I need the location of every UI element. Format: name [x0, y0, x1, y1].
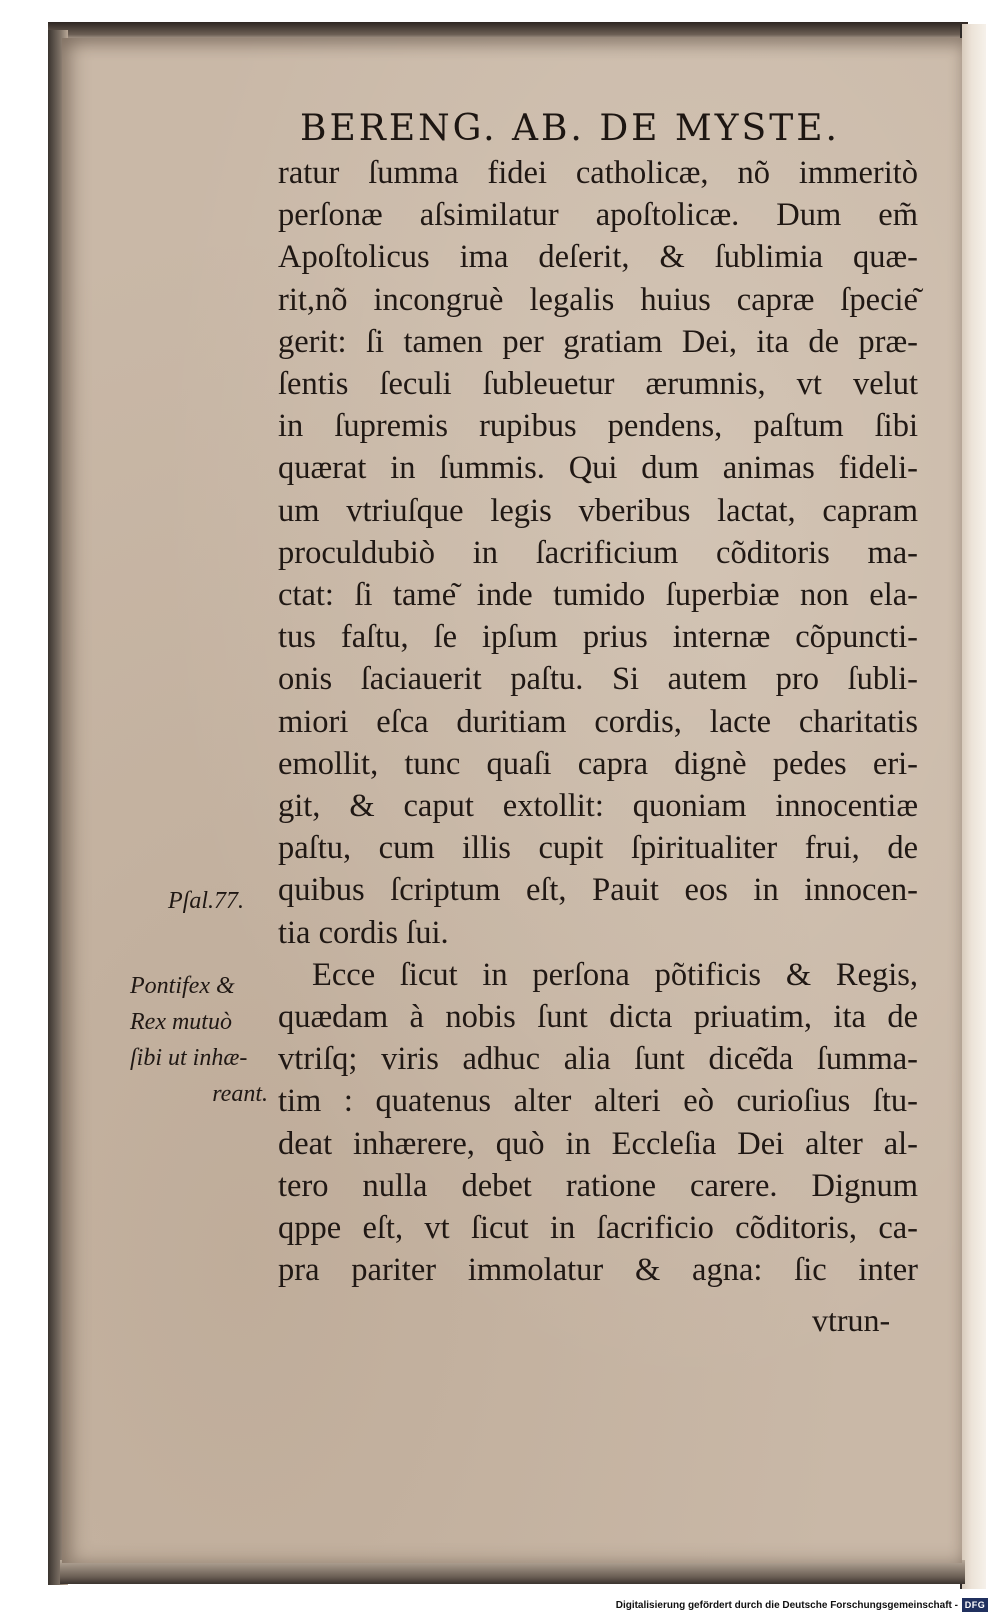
text-line: gerit: ſi tamen per gratiam Dei, ita de præ-	[278, 323, 918, 360]
text-line: proculdubiò in ſacrificium cõditoris ma-	[278, 534, 918, 571]
text-line: ctat: ſi tame͂ inde tumido ſuperbiæ non ela-	[278, 577, 918, 614]
text-line: Ecce ſicut in perſona põtificis & Regis,	[312, 956, 918, 993]
book-edge-right	[960, 24, 986, 1589]
body-text	[278, 152, 918, 1291]
text-line: vtriſq; viris adhuc alia ſunt dice͂da ſumma-	[278, 1041, 918, 1078]
text-line: pra pariter immolatur & agna: ſic inter	[278, 1252, 918, 1289]
text-line: ſentis ſeculi ſubleuetur ærumnis, vt velut	[278, 366, 918, 403]
text-line: perſonæ aſsimilatur apoſtolicæ. Dum em̃	[278, 197, 918, 234]
text-line: quibus ſcriptum eſt, Pauit eos in innocen-	[278, 872, 918, 909]
book-edge-bottom	[60, 1560, 965, 1584]
text-line: tia cordis ſui.	[278, 914, 449, 951]
text-line: tus faſtu, ſe ipſum prius internæ cõpuncti-	[278, 619, 918, 656]
text-line: deat inhærere, quò in Eccleſia Dei alter al-	[278, 1125, 918, 1162]
text-line: quædam à nobis ſunt dicta priuatim, ita de	[278, 999, 918, 1036]
margin-note-line: Pontifex &	[130, 973, 235, 999]
text-line: onis ſaciauerit paſtu. Si autem pro ſubli-	[278, 661, 918, 698]
text-line: tero nulla debet ratione carere. Dignum	[278, 1167, 918, 1204]
margin-note-line: Rex mutuò	[130, 1009, 232, 1035]
running-head: BERENG. AB. DE MYSTE.	[300, 108, 840, 149]
text-line: rit,nõ incongruè legalis huius capræ ſpecie͂	[278, 281, 918, 318]
text-line: quærat in ſummis. Qui dum animas fideli-	[278, 450, 918, 487]
text-line: git, & caput extollit: quoniam innocentiæ	[278, 788, 918, 825]
text-line: qppe eſt, vt ſicut in ſacrificio cõditoris, ca-	[278, 1210, 918, 1247]
text-line: tim : quatenus alter alteri eò curioſius ſtu-	[278, 1083, 918, 1120]
text-line: emollit, tunc quaſi capra dignè pedes eri-	[278, 745, 918, 782]
margin-note-psalm-reference: Pſal.77.	[168, 888, 244, 914]
text-line: miori eſca duritiam cordis, lacte charitatis	[278, 703, 918, 740]
text-line: ratur ſumma fidei catholicæ, nõ immeritò	[278, 155, 918, 191]
text-line: paſtu, cum illis cupit ſpiritualiter frui, de	[278, 830, 918, 867]
catchword: vtrun-	[812, 1302, 891, 1338]
text-line: in ſupremis rupibus pendens, paſtum ſibi	[278, 408, 918, 445]
margin-note-line: ſibi ut inhæ-	[130, 1045, 248, 1071]
dfg-logo: DFG	[962, 1598, 988, 1612]
margin-note-line: reant.	[212, 1081, 268, 1107]
digitization-credit: Digitalisierung gefördert durch die Deutsche Forschungsgemeinschaft -	[615, 1600, 958, 1611]
text-line: Apoſtolicus ima deſerit, & ſublimia quæ-	[278, 239, 918, 276]
text-line: um vtriuſque legis vberibus lactat, capram	[278, 492, 918, 529]
margin-note-pontifex	[130, 968, 268, 1112]
